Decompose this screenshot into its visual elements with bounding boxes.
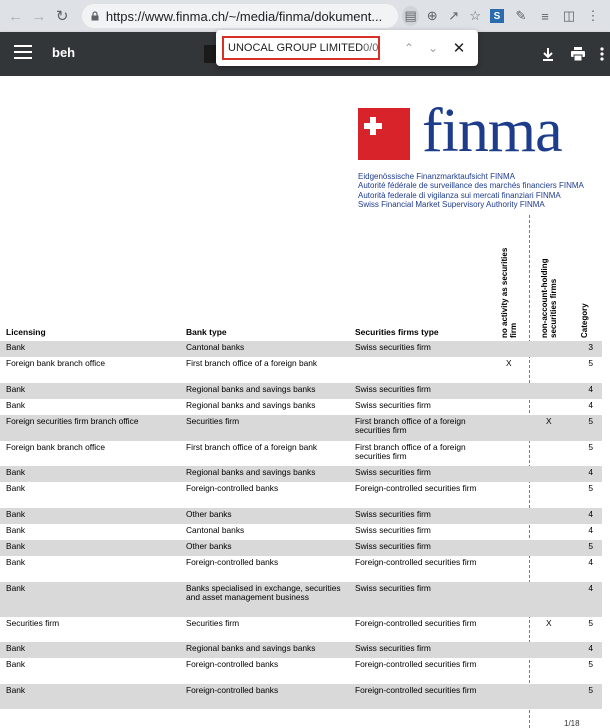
authority-line: Swiss Financial Market Supervisory Authority FINMA [358, 200, 545, 210]
find-input[interactable] [222, 36, 380, 60]
cell-category: 4 [588, 508, 593, 519]
cell-category: 4 [588, 383, 593, 394]
puzzle-icon[interactable]: ✎ [515, 8, 527, 23]
cell-licensing: Bank [6, 383, 26, 394]
header-category: Category [580, 303, 589, 338]
cell-category: 5 [588, 659, 593, 670]
cell-licensing: Bank [6, 342, 26, 352]
table-row [0, 399, 602, 415]
table-row [0, 383, 602, 399]
cell-securities-type: Foreign-controlled securities firm [355, 684, 477, 695]
cell-securities-type: Foreign-controlled securities firm [355, 483, 477, 494]
cell-securities-type: Swiss securities firm [355, 383, 431, 394]
header-securities-type: Securities firms type [355, 327, 439, 337]
table-row [0, 357, 602, 383]
find-query: UNOCAL GROUP LIMITED [228, 42, 364, 54]
cell-category: 4 [588, 524, 593, 535]
cell-category: 3 [588, 342, 593, 352]
cell-bank-type: Regional banks and savings banks [186, 643, 316, 654]
cell-licensing: Bank [6, 557, 26, 568]
table-row [0, 684, 602, 710]
cell-licensing: Bank [6, 508, 26, 519]
table-row [0, 617, 602, 643]
cell-bank-type: Securities firm [186, 617, 240, 628]
table-row [0, 556, 602, 582]
cell-category: 5 [588, 684, 593, 695]
cell-securities-type: Swiss securities firm [355, 342, 431, 352]
cell-securities-type: Foreign-controlled securities firm [355, 617, 477, 628]
authority-names [358, 172, 584, 210]
cell-bank-type: First branch office of a foreign bank [186, 358, 318, 369]
cell-bank-type: Regional banks and savings banks [186, 467, 316, 478]
cell-bank-type: Banks specialised in exchange, securities and asset management business [186, 582, 341, 603]
cell-bank-type: Foreign-controlled banks [186, 659, 279, 670]
cell-licensing: Bank [6, 582, 26, 593]
more-icon[interactable] [592, 44, 610, 64]
cell-category: 5 [588, 483, 593, 494]
side-panel-icon[interactable]: ◫ [562, 8, 576, 23]
cell-bank-type: Regional banks and savings banks [186, 383, 316, 394]
cell-bank-type: Other banks [186, 508, 232, 519]
reading-list-icon[interactable]: ≡ [541, 8, 549, 24]
back-icon[interactable]: ← [8, 7, 24, 25]
table-row [0, 540, 602, 556]
table-row [0, 466, 602, 482]
cell-securities-type: First branch office of a foreign securities firm [355, 441, 466, 461]
table-row [0, 441, 602, 467]
download-icon[interactable] [538, 44, 558, 64]
authority-line: Autorité fédérale de surveillance des marchés financiers FINMA [358, 181, 584, 191]
cell-securities-type: Swiss securities firm [355, 582, 431, 593]
forward-icon[interactable]: → [31, 7, 47, 25]
cell-bank-type: Foreign-controlled banks [186, 684, 279, 695]
table-row [0, 415, 602, 441]
bookmark-star-icon[interactable]: ☆ [469, 8, 482, 23]
cell-category: 4 [588, 643, 593, 654]
cell-category: 4 [588, 557, 593, 568]
licensing-table [0, 341, 602, 709]
cell-securities-type: Swiss securities firm [355, 399, 431, 410]
cell-licensing: Bank [6, 483, 26, 494]
cell-bank-type: Cantonal banks [186, 524, 245, 535]
finma-logo: finma [422, 97, 562, 165]
toolbar-fragment [204, 45, 216, 63]
cell-non-account: X [546, 416, 552, 427]
cell-licensing: Securities firm [6, 617, 60, 628]
cell-securities-type: Foreign-controlled securities firm [355, 557, 477, 568]
table-row [0, 658, 602, 684]
authority-line: Autorità federale di vigilanza sui mercati finanziari FINMA [358, 190, 561, 200]
cell-category: 4 [588, 399, 593, 410]
page-number: 1/18 [564, 719, 580, 728]
cell-bank-type: Securities firm [186, 416, 240, 427]
cell-licensing: Bank [6, 541, 26, 552]
table-row [0, 582, 602, 617]
cell-category: 4 [588, 467, 593, 478]
cell-licensing: Foreign bank branch office [6, 358, 106, 369]
cell-licensing: Bank [6, 684, 26, 695]
share-icon[interactable]: ↗ [448, 8, 460, 23]
cell-licensing: Bank [6, 467, 26, 478]
cell-category: 5 [588, 441, 593, 452]
cell-bank-type: Cantonal banks [186, 342, 245, 352]
header-non-account: non-account-holding securities firms [540, 258, 558, 338]
cell-licensing: Bank [6, 399, 26, 410]
table-row [0, 642, 602, 658]
cell-licensing: Foreign bank branch office [6, 441, 106, 452]
url-text: https://www.finma.ch/~/media/finma/dokument... [105, 8, 383, 24]
address-bar[interactable] [82, 4, 398, 28]
header-licensing: Licensing [6, 327, 46, 337]
cell-category: 5 [588, 416, 593, 427]
authority-line: Eidgenössische Finanzmarktaufsicht FINMA [358, 172, 515, 181]
menu-dots-icon[interactable]: ⋮ [586, 8, 600, 23]
find-bar [216, 30, 478, 66]
reload-icon[interactable]: ↻ [55, 8, 69, 25]
find-close-icon[interactable]: ✕ [452, 40, 466, 57]
cell-no-activity: X [506, 358, 512, 369]
table-row [0, 341, 602, 357]
extension-s-icon[interactable]: S [486, 5, 508, 27]
lock-icon [90, 11, 100, 21]
cell-securities-type: First branch office of a foreign securities firm [355, 416, 466, 436]
cell-securities-type: Swiss securities firm [355, 467, 431, 478]
browser-toolbar [0, 0, 610, 32]
cell-licensing: Bank [6, 659, 26, 670]
cell-licensing: Foreign securities firm branch office [6, 416, 139, 427]
cell-securities-type: Swiss securities firm [355, 541, 431, 552]
cell-non-account: X [546, 617, 552, 628]
pdf-title: beh [52, 45, 76, 60]
cell-bank-type: First branch office of a foreign bank [186, 441, 318, 452]
pdf-page [0, 76, 610, 728]
table-row [0, 508, 602, 524]
cell-securities-type: Swiss securities firm [355, 508, 431, 519]
cell-licensing: Bank [6, 643, 26, 654]
table-row [0, 524, 602, 540]
find-next-icon[interactable]: ⌄ [427, 41, 439, 55]
page-icon[interactable]: ▤ [402, 6, 420, 26]
table-row [0, 482, 602, 508]
menu-icon[interactable] [14, 45, 32, 59]
cell-category: 5 [588, 617, 593, 628]
cell-bank-type: Other banks [186, 541, 232, 552]
cell-licensing: Bank [6, 524, 26, 535]
header-no-activity: no activity as securities firm [500, 247, 518, 338]
print-icon[interactable] [568, 44, 588, 64]
cell-bank-type: Foreign-controlled banks [186, 557, 279, 568]
cell-securities-type: Swiss securities firm [355, 524, 431, 535]
cell-securities-type: Foreign-controlled securities firm [355, 659, 477, 670]
cell-bank-type: Foreign-controlled banks [186, 483, 279, 494]
cell-category: 4 [588, 582, 593, 593]
find-prev-icon[interactable]: ⌃ [403, 41, 415, 55]
cell-bank-type: Regional banks and savings banks [186, 399, 316, 410]
swiss-cross-logo [358, 108, 410, 160]
find-count: 0/0 [363, 42, 379, 54]
header-bank-type: Bank type [186, 327, 227, 337]
zoom-icon[interactable]: ⊕ [426, 8, 438, 23]
cell-securities-type: Swiss securities firm [355, 643, 431, 654]
cell-category: 5 [588, 358, 593, 369]
cell-category: 5 [588, 541, 593, 552]
